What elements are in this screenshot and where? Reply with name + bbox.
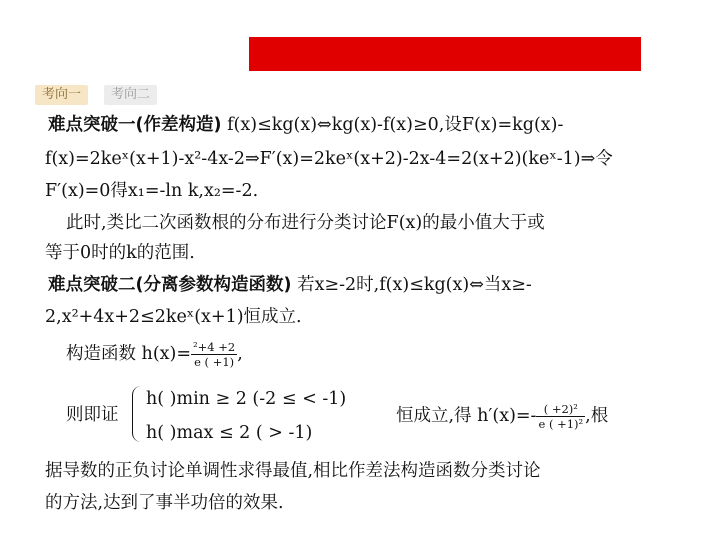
construct-fraction-numerator: ²+4 +2 <box>193 340 236 354</box>
text-line-4: 此时,类比二次函数根的分布进行分类讨论F(x)的最小值大于或 <box>66 213 545 233</box>
text-line-end-1: 据导数的正负讨论单调性求得最值,相比作差法构造函数分类讨论 <box>45 461 541 481</box>
derivative-label: 恒成立,得 h′(x)=- <box>396 406 537 426</box>
text-line-1 <box>48 112 680 138</box>
system-row-1: h( )min ≥ 2 (-2 ≤ < -1) <box>146 389 347 409</box>
derivative-tail: ,根 <box>585 406 609 426</box>
text-line-5: 等于0时的k的范围. <box>45 243 195 263</box>
derivative-fraction-denominator: e ( +1)² <box>538 417 584 431</box>
text-line-7: 2,x²+4x+2≤2keˣ(x+1)恒成立. <box>45 307 302 327</box>
text-line-3: F′(x)=0得x₁=-ln k,x₂=-2. <box>45 181 259 201</box>
line1-formula: f(x)≤kg(x)⇔kg(x)-f(x)≥0,设F(x)=kg(x)- <box>221 115 564 135</box>
construct-fraction-denominator: e ( +1) <box>191 354 237 369</box>
breakthrough-1-heading: 难点突破一(作差构造) <box>48 115 222 135</box>
construct-fraction <box>191 340 237 369</box>
line6-formula: 若x≥-2时,f(x)≤kg(x)⇔当x≥- <box>291 275 532 295</box>
construct-tail: , <box>237 344 243 364</box>
system-row-2: h( )max ≤ 2 ( > -1) <box>146 423 313 443</box>
system-brace <box>132 386 143 442</box>
breakthrough-2-heading: 难点突破二(分离参数构造函数) <box>48 275 292 295</box>
prove-label: 则即证 <box>66 405 119 425</box>
text-line-6 <box>48 272 680 298</box>
tab-direction-1[interactable]: 考向一 <box>35 85 88 105</box>
derivative-fraction-numerator: ( +2)² <box>543 402 578 416</box>
tab-direction-2[interactable]: 考向二 <box>104 85 157 105</box>
text-line-end-2: 的方法,达到了事半功倍的效果. <box>45 493 284 513</box>
text-line-2: f(x)=2keˣ(x+1)-x²-4x-2⇒F′(x)=2keˣ(x+2)-2x-4=2(x+2)(keˣ-1)⇒令 <box>45 149 613 169</box>
derivative-fraction <box>536 402 585 431</box>
title-banner <box>249 37 641 71</box>
construct-line <box>66 340 680 369</box>
construct-label: 构造函数 h(x)= <box>66 344 192 364</box>
derivative-line <box>396 402 608 431</box>
